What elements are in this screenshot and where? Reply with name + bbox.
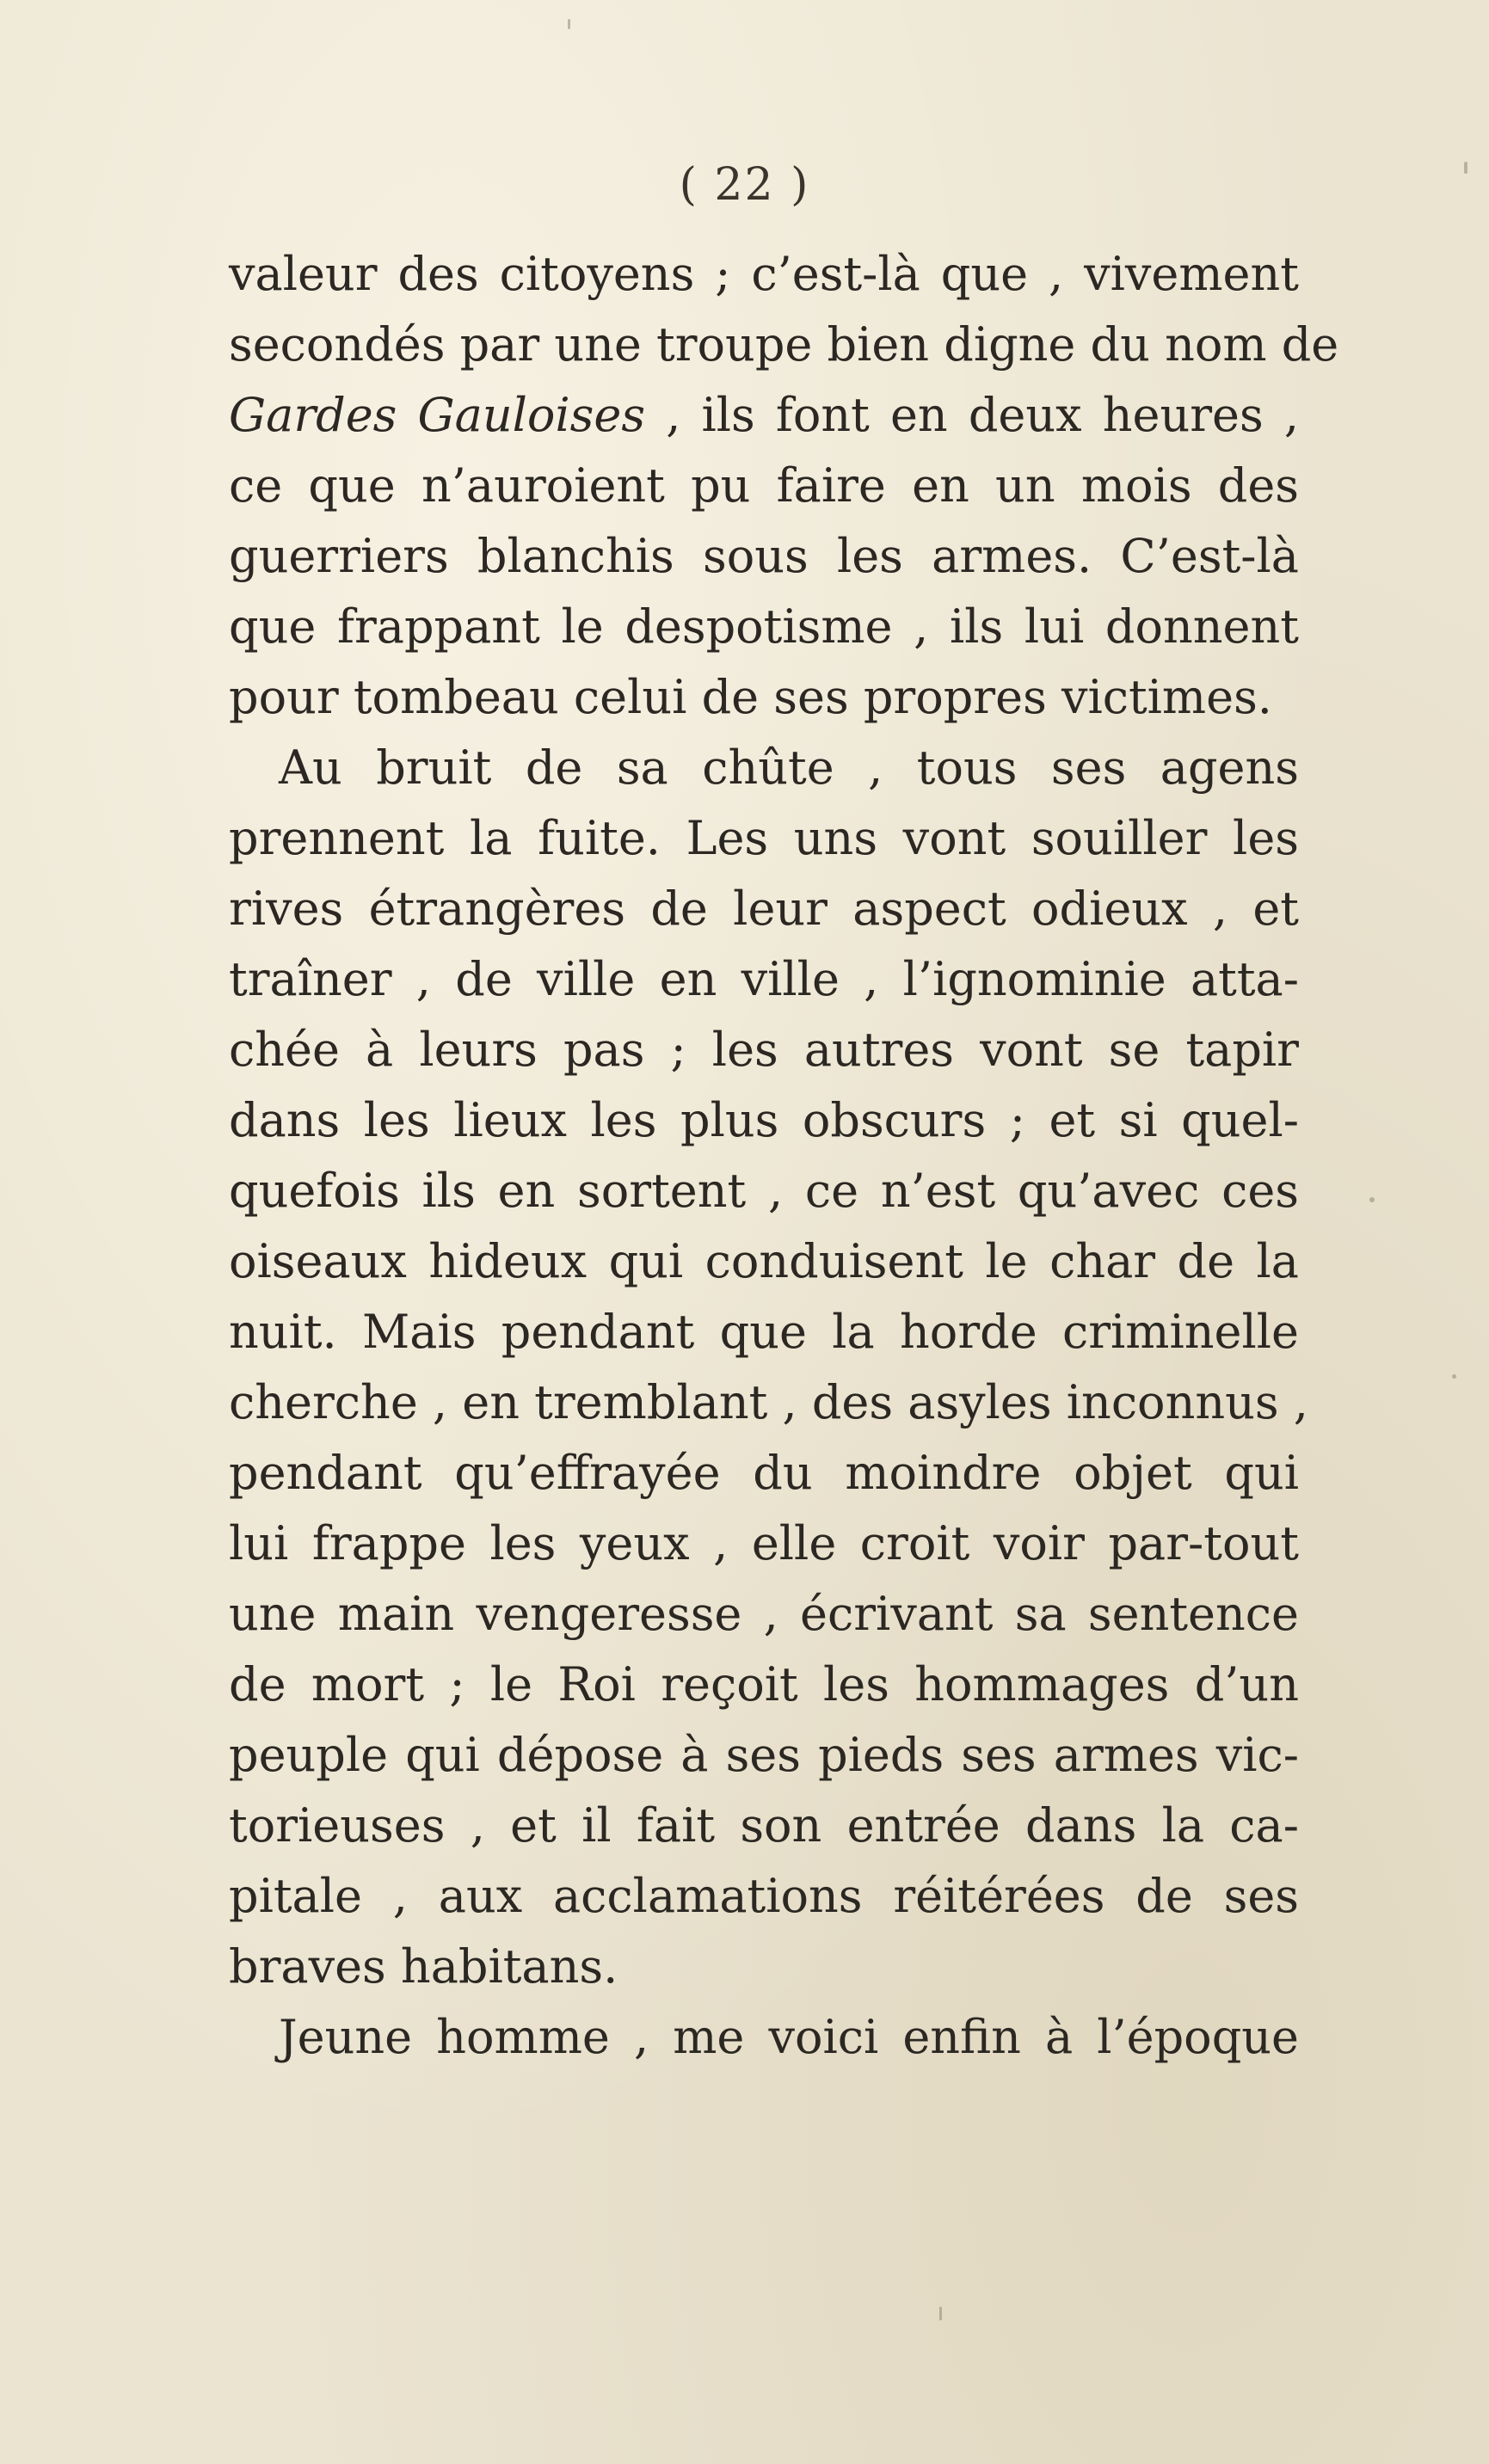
- text-line: ce que n’auroient pu faire en un mois des: [229, 458, 1299, 513]
- text-line: quefois ils en sortent , ce n’est qu’avec ces: [229, 1164, 1299, 1218]
- text-line: rives étrangères de leur aspect odieux , et: [229, 882, 1299, 936]
- paper-speck: [1452, 1374, 1456, 1379]
- text-line: prennent la fuite. Les uns vont souiller les: [229, 811, 1299, 865]
- text-line: oiseaux hideux qui conduisent le char de la: [229, 1234, 1299, 1288]
- text-line: nuit. Mais pendant que la horde criminelle: [229, 1305, 1299, 1359]
- text-line: une main vengeresse , écrivant sa sentence: [229, 1587, 1299, 1641]
- text-fragment: , ils font en deux heures ,: [645, 388, 1300, 442]
- text-line: secondés par une troupe bien digne du nom de: [229, 317, 1339, 372]
- text-line: cherche , en tremblant , des asyles inconnus ,: [229, 1375, 1308, 1429]
- paragraph-end-line: pour tombeau celui de ses propres victimes.: [229, 670, 1272, 724]
- text-line: lui frappe les yeux , elle croit voir par-tout: [229, 1516, 1299, 1570]
- italic-phrase: Gardes Gauloises: [229, 388, 646, 442]
- text-line: que frappant le despotisme , ils lui donnent: [229, 599, 1299, 654]
- paper-speck: [568, 19, 570, 29]
- text-line: pendant qu’effrayée du moindre objet qui: [229, 1446, 1299, 1500]
- text-line: de mort ; le Roi reçoit les hommages d’un: [229, 1657, 1299, 1711]
- paper-speck: [1369, 1197, 1375, 1202]
- text-line: dans les lieux les plus obscurs ; et si quel-: [229, 1093, 1299, 1147]
- text-line: peuple qui dépose à ses pieds ses armes vic-: [229, 1728, 1299, 1782]
- paragraph-start-line: Jeune homme , me voici enfin à l’époque: [279, 2010, 1299, 2064]
- text-line: chée à leurs pas ; les autres vont se tapir: [229, 1023, 1299, 1077]
- paper-speck: [939, 2307, 942, 2320]
- text-line: traîner , de ville en ville , l’ignominie atta-: [229, 952, 1299, 1006]
- text-line: torieuses , et il fait son entrée dans la ca-: [229, 1798, 1299, 1853]
- text-line: guerriers blanchis sous les armes. C’est-là: [229, 529, 1299, 583]
- paragraph-start-line: Au bruit de sa chûte , tous ses agens: [279, 740, 1299, 795]
- page-number: ( 22 ): [679, 159, 810, 211]
- paper-speck: [1464, 162, 1467, 174]
- text-line: [229, 380, 1299, 451]
- paragraph-end-line: braves habitans.: [229, 1939, 618, 1994]
- body-text: [229, 239, 1339, 2073]
- text-line: valeur des citoyens ; c’est-là que , vivement: [229, 247, 1299, 301]
- text-line: pitale , aux acclamations réitérées de ses: [229, 1869, 1299, 1923]
